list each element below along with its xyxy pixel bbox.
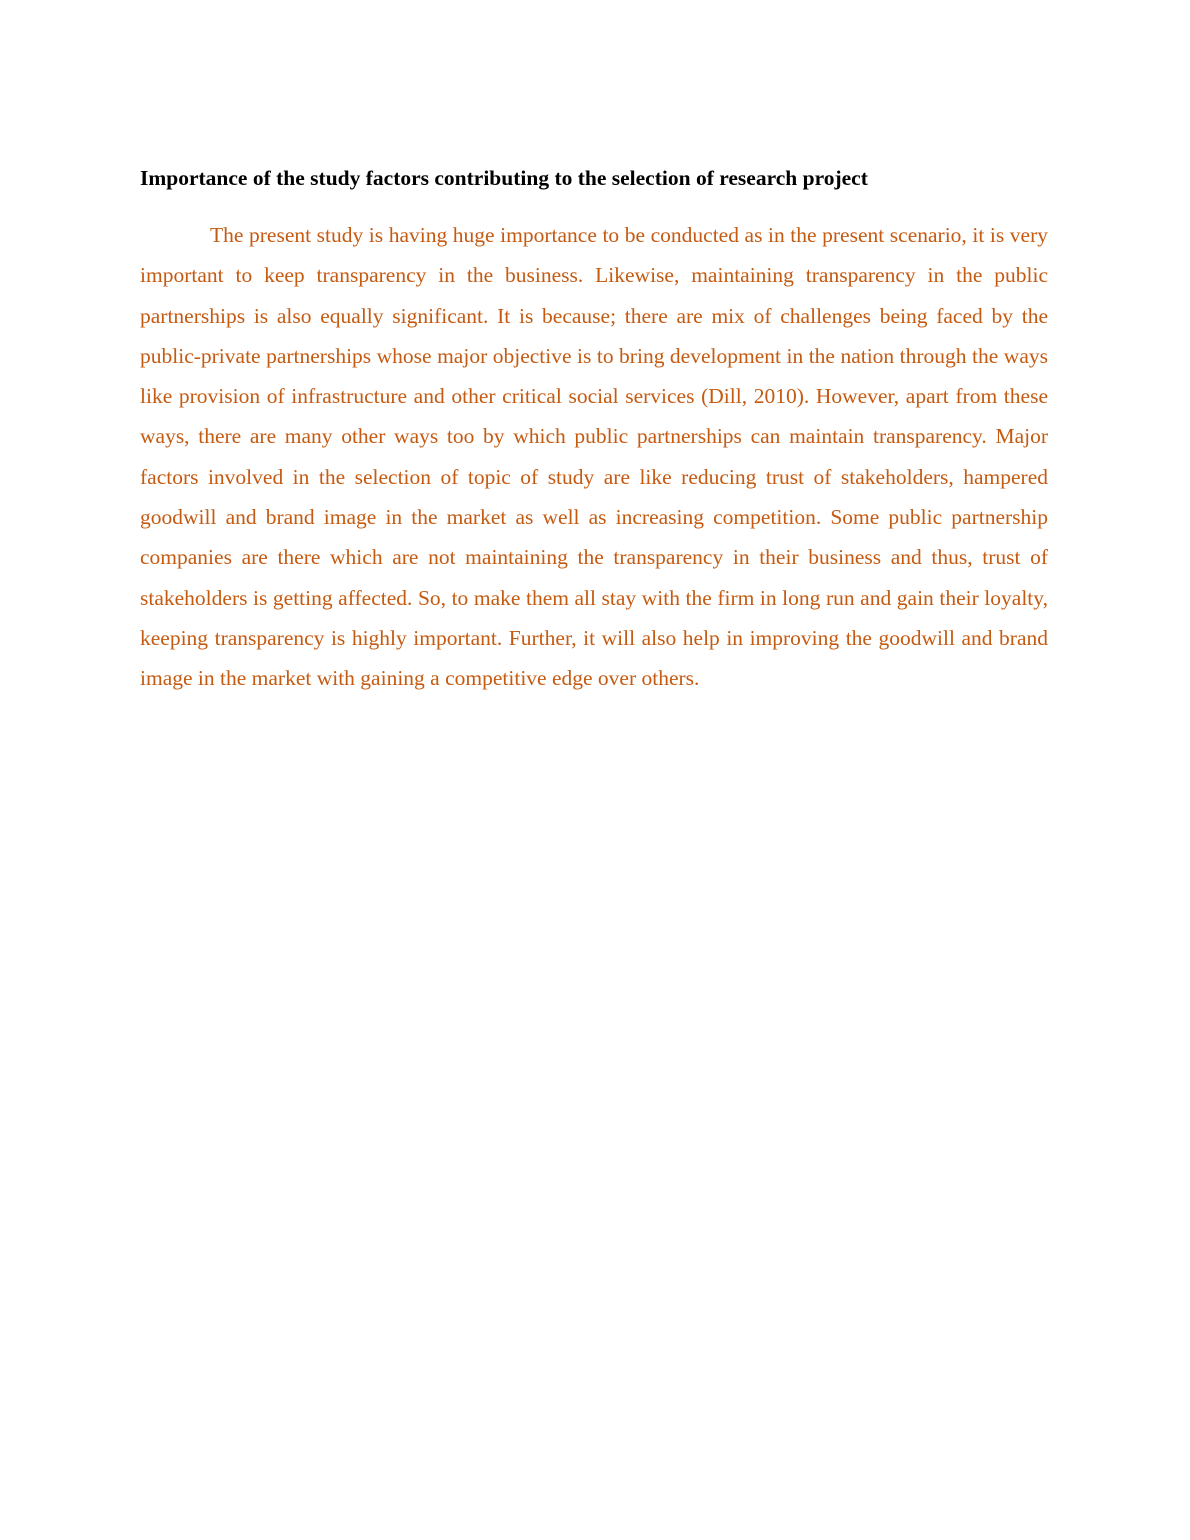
section-heading: Importance of the study factors contributing to the selection of research project	[140, 166, 868, 190]
document-content	[140, 163, 1048, 699]
body-paragraph: The present study is having huge importance to be conducted as in the present scenario, it is very important to keep transparency in the business. Likewise, maintaining transparency in the public partnerships is also equally significant. It is because; there are mix of challenges being faced by the public-private partnerships whose major objective is to bring development in the nation through the ways like provision of infrastructure and other critical social services (Dill, 2010). However, apart from these ways, there are many other ways too by which public partnerships can maintain transparency. Major factors involved in the selection of topic of study are like reducing trust of stakeholders, hampered goodwill and brand image in the market as well as increasing competition. Some public partnership companies are there which are not maintaining the transparency in their business and thus, trust of stakeholders is getting affected. So, to make them all stay with the firm in long run and gain their loyalty, keeping transparency is highly important. Further, it will also help in improving the goodwill and brand image in the market with gaining a competitive edge over others.	[140, 223, 1048, 691]
